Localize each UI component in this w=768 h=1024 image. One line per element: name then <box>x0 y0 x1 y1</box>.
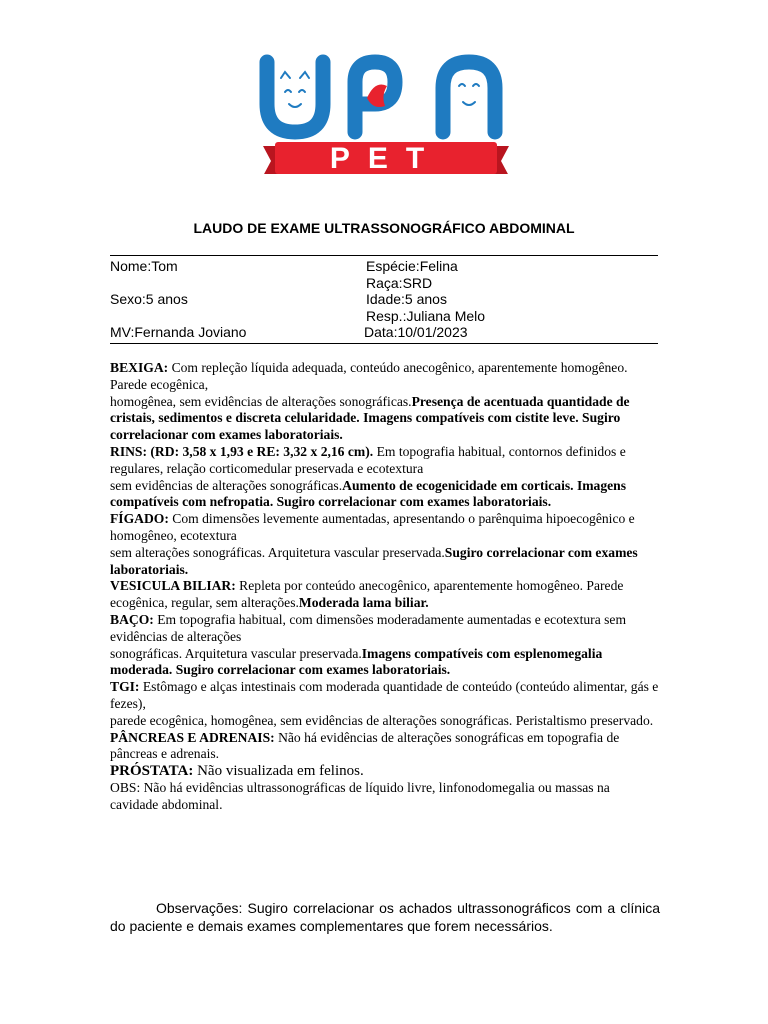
report-title: LAUDO DE EXAME ULTRASSONOGRÁFICO ABDOMINAL <box>193 220 575 236</box>
upa-pet-logo <box>255 52 517 174</box>
label-baco: BAÇO: <box>110 611 154 627</box>
section-rins-cont <box>110 478 660 512</box>
exam-date: Data:10/01/2023 <box>364 324 468 340</box>
header-divider-bottom <box>110 343 658 344</box>
text-figado-2: sem alterações sonográficas. Arquitetura vascular preservada. <box>110 544 445 560</box>
section-obs: OBS: Não há evidências ultrassonográficas de líquido livre, linfonodomegalia ou massas na cavidade abdominal. <box>110 779 610 812</box>
section-tgi <box>110 679 660 713</box>
label-pancreas: PÂNCREAS E ADRENAIS: <box>110 729 275 745</box>
report-body <box>110 360 660 814</box>
patient-sex: Sexo:5 anos <box>110 291 188 307</box>
text-figado-1: Com dimensões levemente aumentadas, apresentando o parênquima hipoecogênico e homogêneo, ecotextura <box>110 511 635 543</box>
label-prostata: PRÓSTATA: <box>110 763 194 780</box>
finding-vesicula: Moderada lama biliar. <box>298 595 429 611</box>
patient-responsible: Resp.:Juliana Melo <box>366 308 486 324</box>
text-prostata: Não visualizada em felinos. <box>193 763 364 780</box>
text-baco-2: sonográficas. Arquitetura vascular preservada. <box>110 645 362 661</box>
label-tgi: TGI: <box>110 679 140 695</box>
text-tgi-1: Estômago e alças intestinais com moderada quantidade de conteúdo (conteúdo alimentar, gás e fezes), <box>110 679 659 711</box>
logo-pet-text: PET <box>329 142 443 174</box>
label-vesicula: VESICULA BILIAR: <box>110 578 236 594</box>
patient-name: Nome:Tom <box>110 258 178 274</box>
label-bexiga: BEXIGA: <box>110 360 169 375</box>
text-rins-1: Em topografia habitual, contornos definidos e regulares, relação corticomedular preservada e ecotextura <box>110 443 626 476</box>
section-baco <box>110 612 660 646</box>
section-figado-cont <box>110 545 660 579</box>
text-rins-2: sem evidências de alterações sonográficas. <box>110 477 343 493</box>
section-vesicula <box>110 578 660 612</box>
section-bexiga <box>110 360 660 394</box>
patient-age: Idade:5 anos <box>366 291 447 307</box>
section-figado <box>110 511 660 545</box>
text-tgi-2: parede ecogênica, homogênea, sem evidências de alterações sonográficas. Peristaltismo preservado. <box>110 712 654 728</box>
patient-breed: Raça:SRD <box>366 275 433 291</box>
label-rins: RINS: (RD: 3,58 x 1,93 e RE: 3,32 x 2,16 cm). <box>110 443 374 459</box>
final-observations: Observações: Sugiro correlacionar os achados ultrassonográficos com a clínica do paciente e demais exames complementares que forem necessários. <box>110 900 660 934</box>
finding-figado: Sugiro correlacionar com exames laboratoriais. <box>110 544 638 577</box>
finding-bexiga: Presença de acentuada quantidade de cristais, sedimentos e discreta celularidade. Imagens compatíveis com cistite leve. Sugiro correlacionar com exames laboratoriais. <box>110 393 630 443</box>
text-baco-1: Em topografia habitual, com dimensões moderadamente aumentadas e ecotextura sem evidências de alterações <box>110 611 627 644</box>
header-divider-top <box>110 255 658 256</box>
finding-baco: Imagens compatíveis com esplenomegalia moderada. Sugiro correlacionar com exames laboratoriais. <box>110 645 603 678</box>
text-vesicula: Repleta por conteúdo anecogênico, aparentemente homogêneo. Parede ecogênica, regular, sem alterações. <box>110 578 624 611</box>
patient-species: Espécie:Felina <box>366 258 458 274</box>
text-bexiga-1: Com repleção líquida adequada, conteúdo anecogênico, aparentemente homogêneo. Parede ecogênica, <box>110 360 628 392</box>
section-baco-cont <box>110 646 660 680</box>
text-pancreas: Não há evidências de alterações sonográficas em topografia de pâncreas e adrenais. <box>110 729 620 762</box>
veterinarian: MV:Fernanda Joviano <box>110 324 247 340</box>
finding-rins: Aumento de ecogenicidade em corticais. Imagens compatíveis com nefropatia. Sugiro correlacionar com exames laboratoriais. <box>110 477 627 510</box>
label-figado: FÍGADO: <box>110 511 169 527</box>
text-bexiga-2: homogênea, sem evidências de alterações sonográficas. <box>110 393 412 409</box>
section-rins <box>110 444 660 478</box>
section-pancreas <box>110 730 660 764</box>
section-bexiga-cont <box>110 394 660 444</box>
section-tgi-cont <box>110 713 660 730</box>
section-prostata <box>110 763 660 780</box>
